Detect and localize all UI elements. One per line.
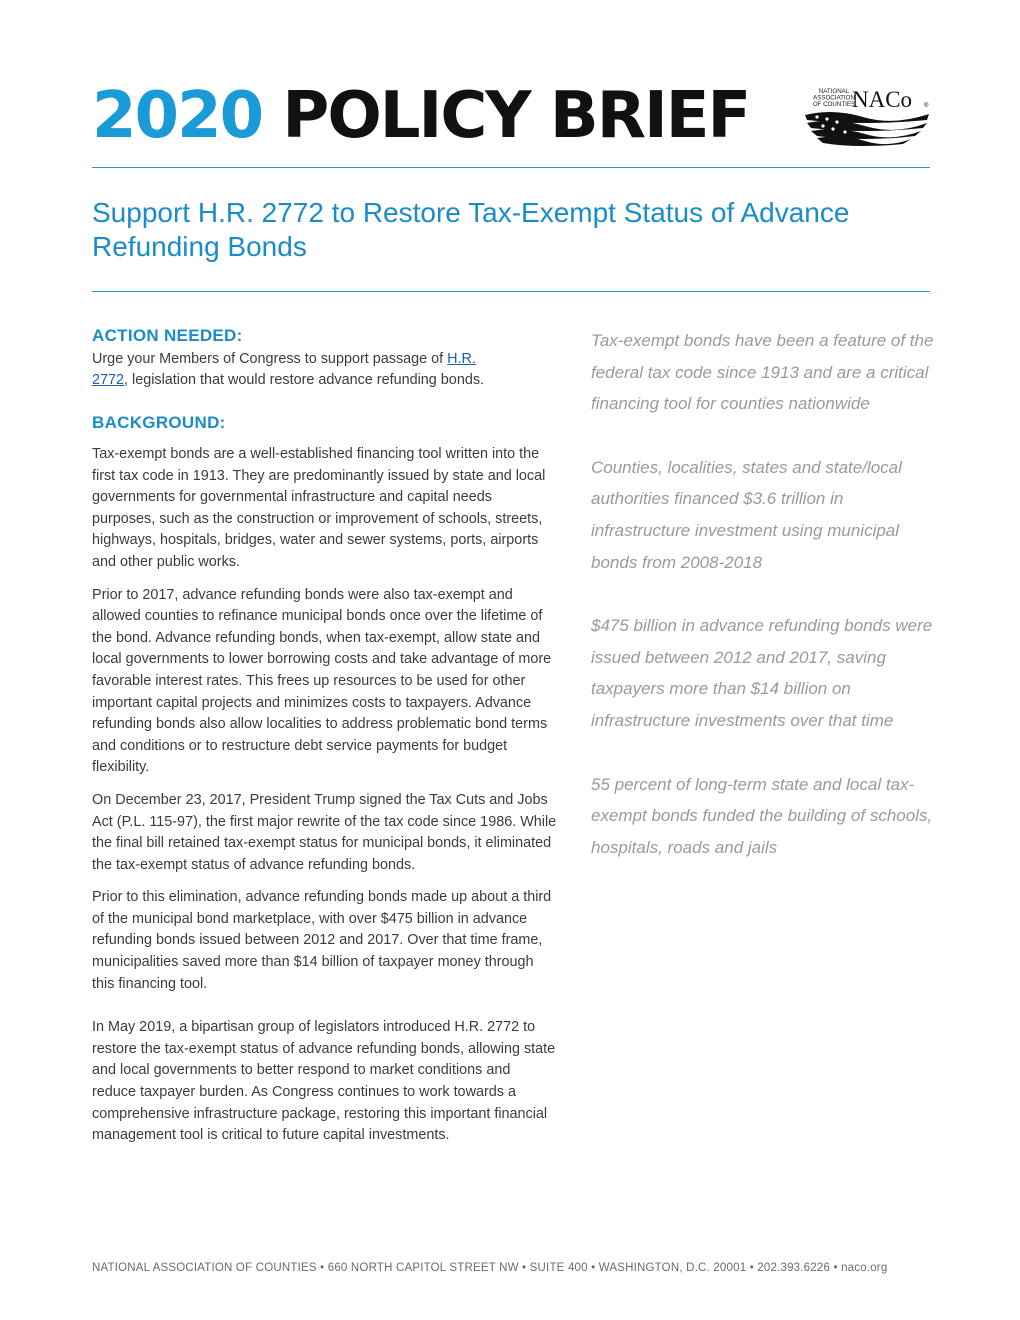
logo-line-1: NATIONAL [818, 88, 850, 95]
pull-quote: Tax-exempt bonds have been a feature of the federal tax code since 1913 and are a critical financing tool for counties nationwide [591, 331, 934, 414]
pull-quote-column [591, 325, 936, 863]
pull-quote: Counties, localities, states and state/local authorities financed $3.6 trillion in infrastructure investment using municipal bonds from 2008-2018 [591, 457, 902, 572]
naco-logo [803, 86, 931, 148]
logo-line-3: OF COUNTIES [812, 101, 856, 108]
background-paragraph: On December 23, 2017, President Trump signed the Tax Cuts and Jobs Act (P.L. 115-97), the first major rewrite of the tax code since 1986. While the final bill retained tax-exempt status for municipal bonds, it eliminated the tax-exempt status of advance refunding bonds. [92, 791, 557, 873]
footer-contact: NATIONAL ASSOCIATION OF COUNTIES • 660 NORTH CAPITOL STREET NW • SUITE 400 • WASHINGTON, D.C. 20001 • 202.393.6226 • naco.org [92, 1262, 888, 1274]
logo-registered: ® [924, 103, 929, 109]
hr-2772-link-part-1[interactable]: H.R. [447, 350, 476, 367]
background-paragraph: Tax-exempt bonds are a well-established financing tool written into the first tax code in 1913. They are predominantly issued by state and local governments for governmental infrastructure and capital needs purposes, such as the construction or improvement of schools, streets, highways, hospitals, bridges, water and sewer systems, ports, airports and other public works. [92, 446, 546, 570]
title-year: 2020 [92, 79, 263, 153]
background-paragraph: In May 2019, a bipartisan group of legislators introduced H.R. 2772 to restore the tax-exempt status of advance refunding bonds, allowing state and local governments to better respond to market conditions and reduce taxpayer burden. As Congress continues to work towards a comprehensive infrastructure package, restoring this important financial management tool is critical to future capital investments. [92, 1019, 556, 1144]
logo-line-2: ASSOCIATION [813, 94, 855, 102]
action-heading: ACTION NEEDED: [92, 326, 243, 345]
background-paragraph: Prior to this elimination, advance refunding bonds made up about a third of the municipal bond marketplace, with over $475 billion in advance refunding bonds issued between 2012 and 2017. Over that time frame, municipalities saved more than $14 billion of taxpayer money through this financing tool. [92, 889, 552, 992]
background-heading: BACKGROUND: [92, 413, 226, 432]
pull-quote: 55 percent of long-term state and local tax-exempt bonds funded the building of schools, hospitals, roads and jails [591, 774, 933, 857]
brief-subtitle: Support H.R. 2772 to Restore Tax-Exempt Status of Advance Refunding Bonds [92, 197, 850, 262]
logo-wordmark: NACo [852, 87, 913, 112]
title-text: POLICY BRIEF [282, 79, 750, 153]
background-section [92, 444, 558, 1147]
action-text [92, 349, 558, 392]
subtitle-divider [92, 291, 930, 292]
background-paragraph: Prior to 2017, advance refunding bonds were also tax-exempt and allowed counties to refinance municipal bonds once over the lifetime of the bond. Advance refunding bonds, when tax-exempt, allow state and local governments to lower borrowing costs and take advantage of more favorable interest rates. This frees up resources to be used for other important capital projects and minimizes costs to taxpayers. Advance refunding bonds also allow localities to address problematic bond terms and conditions or to restructure debt service payments for budget flexibility. [92, 586, 552, 776]
action-text-after: , legislation that would restore advance refunding bonds. [124, 372, 485, 389]
action-text-before: Urge your Members of Congress to support passage of [92, 350, 448, 367]
action-section [92, 325, 558, 392]
pull-quote: $475 billion in advance refunding bonds were issued between 2012 and 2017, saving taxpayers more than $14 billion on infrastructure investments over that time [591, 616, 933, 730]
header-divider [92, 167, 930, 168]
page-title [92, 80, 749, 152]
hr-2772-link-part-2[interactable]: 2772 [92, 372, 125, 389]
flag-icon [805, 112, 929, 146]
